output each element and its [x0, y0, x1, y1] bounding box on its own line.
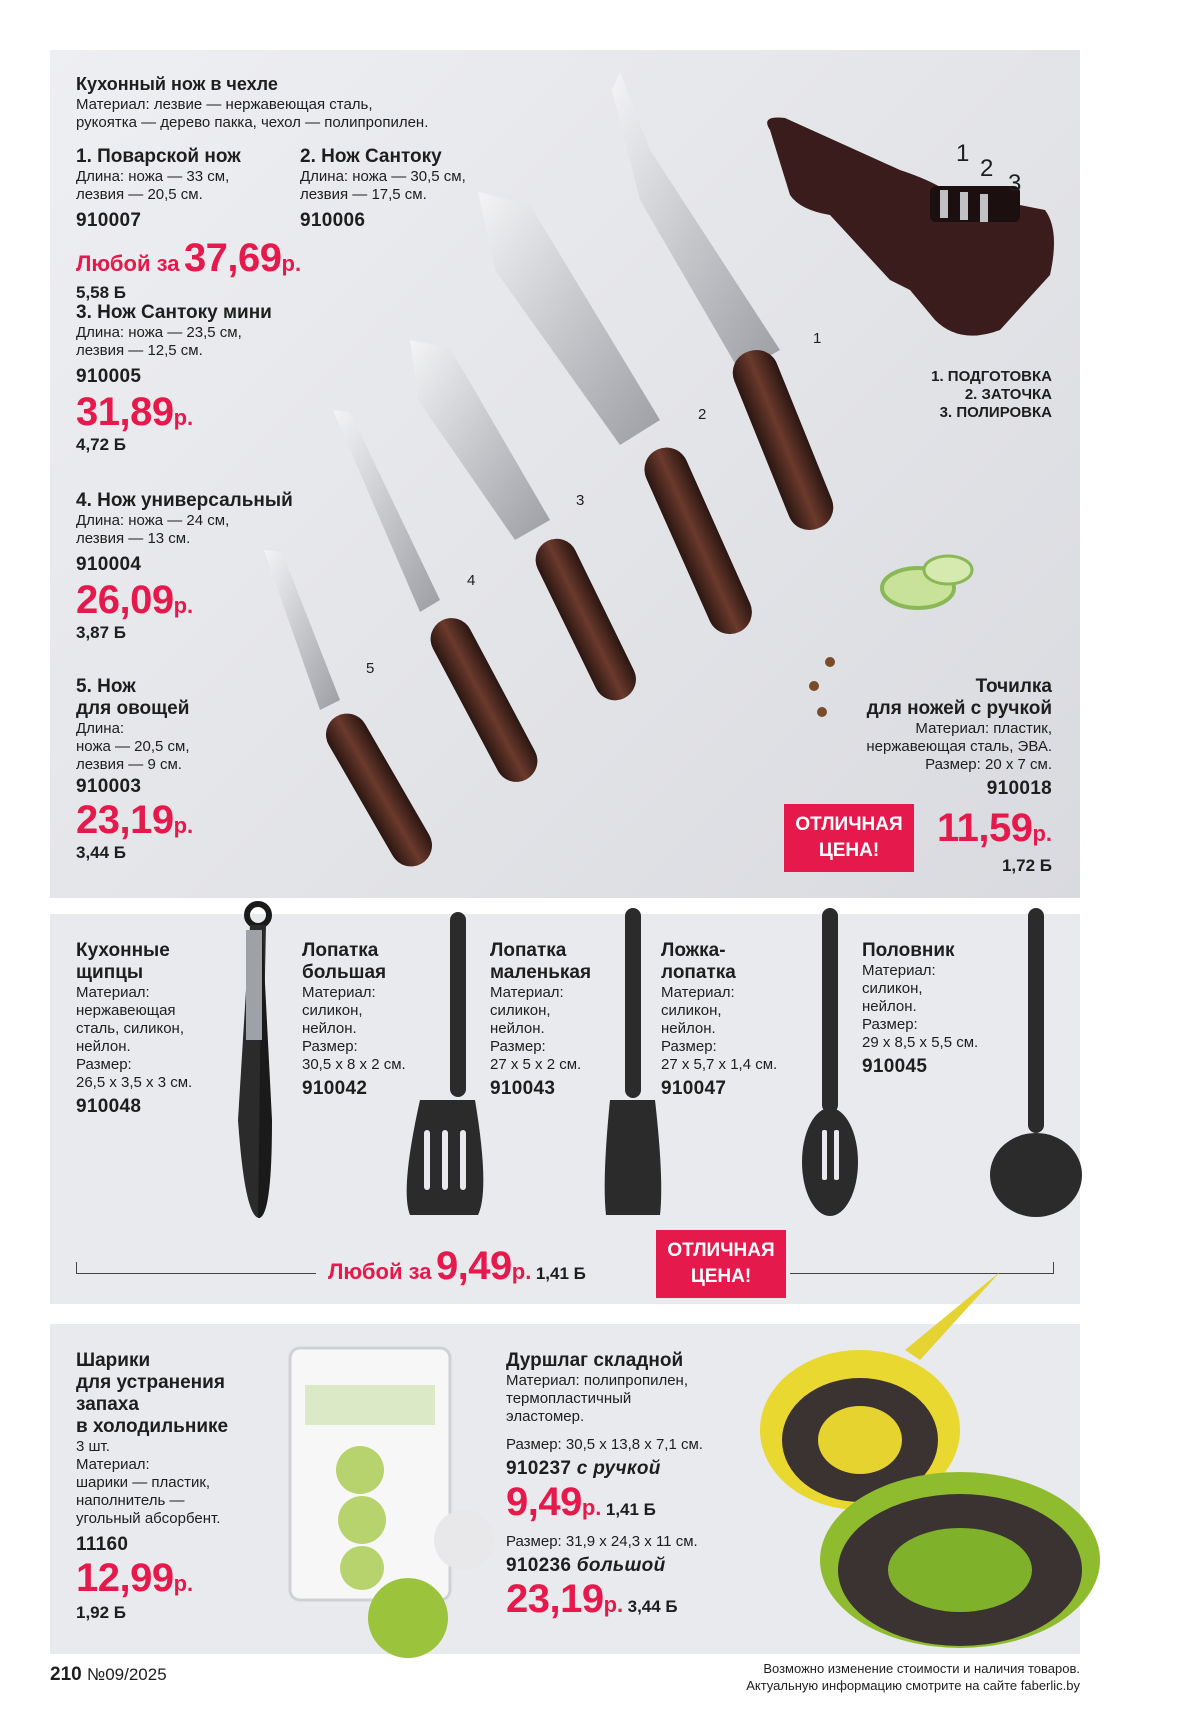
utensil-title: Кухонные [76, 940, 170, 961]
sharpener-title: Точилка [975, 676, 1052, 697]
utensil-line: Материал: [661, 984, 735, 1001]
colander-title: Дуршлаг складной [506, 1350, 684, 1371]
sharpener-step: 3. ПОЛИРОВКА [939, 404, 1052, 421]
footer-note-line: Возможно изменение стоимости и наличия товаров. [763, 1661, 1080, 1676]
utensil-title: маленькая [490, 962, 592, 983]
balls-price [76, 1556, 228, 1601]
balls-line: шарики — пластик, [76, 1474, 211, 1491]
utensil-title: большая [302, 962, 387, 983]
balls-points: 1,92 Б [76, 1603, 127, 1622]
price-value: 9,49 [506, 1480, 582, 1524]
balls-code: 11160 [76, 1534, 129, 1555]
knives-title: Кухонный нож в чехле [76, 74, 278, 94]
sharpener-points: 1,72 Б [1001, 856, 1052, 875]
badge-line: ОТЛИЧНАЯ [795, 814, 903, 835]
sharpener-title: для ножей с ручкой [866, 698, 1052, 719]
utensil-line: Материал: [490, 984, 564, 1001]
knife-name: 1. Поварской нож [76, 146, 241, 167]
photo-number-3: 3 [576, 492, 585, 509]
utensil-line: Материал: [302, 984, 376, 1001]
knife-name: 5. Нож [76, 676, 136, 697]
sharpener-step: 1. ПОДГОТОВКА [931, 368, 1052, 385]
page-number: 210 [50, 1664, 82, 1685]
price-currency: р. [173, 813, 194, 838]
utensil-line: Размер: [76, 1056, 132, 1073]
knife-dims: лезвия — 17,5 см. [300, 186, 427, 203]
price-value: 23,19 [76, 798, 174, 842]
knife-dims: Длина: ножа — 30,5 см, [300, 168, 466, 185]
utensil-line: Материал: [76, 984, 150, 1001]
knife-dims: лезвия — 12,5 см. [76, 342, 203, 359]
combo-price-value: 9,49 [435, 1244, 512, 1288]
price-currency: р. [173, 593, 194, 618]
sharpener-code: 910018 [986, 778, 1052, 799]
colander-price-1 [506, 1480, 703, 1525]
price-points: 3,44 Б [627, 1597, 678, 1616]
price-value: 23,19 [506, 1577, 604, 1621]
colander-image [760, 1272, 1100, 1648]
knife-name: 3. Нож Сантоку мини [76, 302, 272, 323]
sharpener-slot-3: 3 [1008, 170, 1022, 197]
colander-material: Материал: полипропилен, [506, 1372, 688, 1389]
knife-dims: Длина: ножа — 33 см, [76, 168, 230, 185]
utensil-code: 910048 [76, 1096, 142, 1117]
utensil-line: Размер: [302, 1038, 358, 1055]
issue-number: №09/2025 [86, 1665, 167, 1684]
price-value: 26,09 [76, 578, 174, 622]
photo-number-4: 4 [467, 572, 476, 589]
knife-code: 910007 [76, 210, 142, 231]
colander-size-1: Размер: 30,5 х 13,8 х 7,1 см. [506, 1436, 703, 1453]
knife-code: 910005 [76, 366, 142, 387]
utensil-line: нейлон. [661, 1020, 716, 1037]
price-currency: р. [581, 1495, 602, 1520]
photo-number-5: 5 [366, 660, 375, 677]
code-value: 910237 [506, 1458, 572, 1479]
combo-currency: р. [511, 1259, 532, 1284]
fridge-balls-info [76, 1350, 228, 1623]
badge-line: ЦЕНА! [818, 840, 880, 861]
utensil-line: Размер: [661, 1038, 717, 1055]
combo-label: Любой за [76, 251, 180, 276]
knife-dims: ножа — 20,5 см, [76, 738, 190, 755]
knife-points: 4,72 Б [76, 435, 127, 454]
utensil-line: нейлон. [302, 1020, 357, 1037]
utensil-title: щипцы [76, 962, 144, 983]
price-points: 1,41 Б [605, 1500, 656, 1519]
colander-price-2 [506, 1577, 703, 1622]
price-value: 11,59 [937, 806, 1033, 850]
variant-label: с ручкой [576, 1458, 661, 1479]
knife-name: 2. Нож Сантоку [300, 146, 442, 167]
price-value: 12,99 [76, 1556, 174, 1600]
combo-points: 1,41 Б [535, 1264, 586, 1283]
badge-line: ЦЕНА! [690, 1266, 752, 1287]
photo-number-2: 2 [698, 406, 707, 423]
utensil-title: Ложка- [661, 940, 726, 961]
colander-size-2: Размер: 31,9 х 24,3 х 11 см. [506, 1533, 698, 1550]
colander-material: термопластичный [506, 1390, 632, 1407]
knife-dims: лезвия — 20,5 см. [76, 186, 203, 203]
sharpener-step: 2. ЗАТОЧКА [964, 386, 1052, 403]
balls-line: Материал: [76, 1456, 150, 1473]
combo-currency: р. [281, 251, 302, 276]
knife-dims: лезвия — 9 см. [76, 756, 182, 773]
utensil-line: нержавеющая [76, 1002, 176, 1019]
utensil-line: нейлон. [490, 1020, 545, 1037]
colander-code-1 [506, 1458, 703, 1480]
utensil-code: 910045 [862, 1056, 928, 1077]
balls-title: запаха [76, 1394, 139, 1415]
knife-dims: Длина: ножа — 23,5 см, [76, 324, 242, 341]
utensil-title: Половник [862, 940, 955, 961]
combo-label: Любой за [328, 1259, 432, 1284]
utensil-line: нейлон. [76, 1038, 131, 1055]
utensil-line: сталь, силикон, [76, 1020, 184, 1037]
price-currency: р. [173, 1571, 194, 1596]
footer-note-line: Актуальную информацию смотрите на сайте faberlic.by [746, 1678, 1080, 1693]
page-footer-left [50, 1664, 167, 1686]
utensil-line: Размер: [490, 1038, 546, 1055]
balls-line: 3 шт. [76, 1438, 110, 1455]
knife-name: 4. Нож универсальный [76, 490, 293, 511]
knife-dims: Длина: [76, 720, 125, 737]
utensil-code: 910043 [490, 1078, 556, 1099]
knife-code: 910004 [76, 554, 142, 575]
price-value: 31,89 [76, 390, 174, 434]
price-currency: р. [603, 1592, 624, 1617]
knife-code: 910006 [300, 210, 366, 231]
colander-material: эластомер. [506, 1408, 585, 1425]
utensil-line: 27 х 5,7 х 1,4 см. [661, 1056, 778, 1073]
utensil-title: Лопатка [302, 940, 379, 961]
knife-code: 910003 [76, 776, 142, 797]
balls-title: в холодильнике [76, 1416, 229, 1437]
utensil-line: 26,5 х 3,5 х 3 см. [76, 1074, 193, 1091]
knife-points: 3,87 Б [76, 623, 127, 642]
utensil-code: 910042 [302, 1078, 368, 1099]
utensil-title: лопатка [661, 962, 736, 983]
utensil-line: нейлон. [862, 998, 917, 1015]
utensil-line: Размер: [862, 1016, 918, 1033]
badge-line: ОТЛИЧНАЯ [667, 1240, 775, 1261]
balls-title: Шарики [76, 1350, 151, 1371]
utensil-line: 29 х 8,5 х 5,5 см. [862, 1034, 979, 1051]
sharpener-slot-1: 1 [956, 140, 970, 167]
knives-combo-points: 5,58 Б [76, 283, 127, 302]
knives-material-line: рукоятка — дерево пакка, чехол — полипропилен. [76, 114, 429, 131]
variant-label: большой [576, 1555, 666, 1576]
knife-dims: лезвия — 13 см. [76, 530, 191, 547]
utensil-line: 27 х 5 х 2 см. [490, 1056, 582, 1073]
balls-line: угольный абсорбент. [76, 1510, 221, 1527]
code-value: 910236 [506, 1555, 572, 1576]
sharpener-slot-2: 2 [980, 155, 994, 182]
balls-title: для устранения [76, 1372, 225, 1393]
utensil-title: Лопатка [490, 940, 567, 961]
sharpener-size: Размер: 20 х 7 см. [925, 756, 1052, 773]
combo-price-value: 37,69 [183, 236, 282, 280]
fridge-balls-package-image [290, 1348, 450, 1600]
knife-dims: Длина: ножа — 24 см, [76, 512, 230, 529]
page-footer-note [600, 1660, 1080, 1694]
utensil-line: 30,5 х 8 х 2 см. [302, 1056, 406, 1073]
price-currency: р. [173, 405, 194, 430]
balls-line: наполнитель — [76, 1492, 185, 1509]
utensil-code: 910047 [661, 1078, 727, 1099]
utensil-line: силикон, [661, 1002, 722, 1019]
utensil-line: силикон, [490, 1002, 551, 1019]
photo-number-1: 1 [813, 330, 822, 347]
utensil-line: Материал: [862, 962, 936, 979]
utensil-line: силикон, [302, 1002, 363, 1019]
colander-info [506, 1350, 703, 1622]
sharpener-material: нержавеющая сталь, ЭВА. [866, 738, 1052, 755]
price-currency: р. [1032, 821, 1052, 846]
colander-code-2 [506, 1555, 703, 1577]
utensil-line: силикон, [862, 980, 923, 997]
knife-points: 3,44 Б [76, 843, 127, 862]
knife-name: для овощей [76, 698, 190, 719]
sharpener-material: Материал: пластик, [915, 720, 1052, 737]
knives-material-line: Материал: лезвие — нержавеющая сталь, [76, 96, 373, 113]
